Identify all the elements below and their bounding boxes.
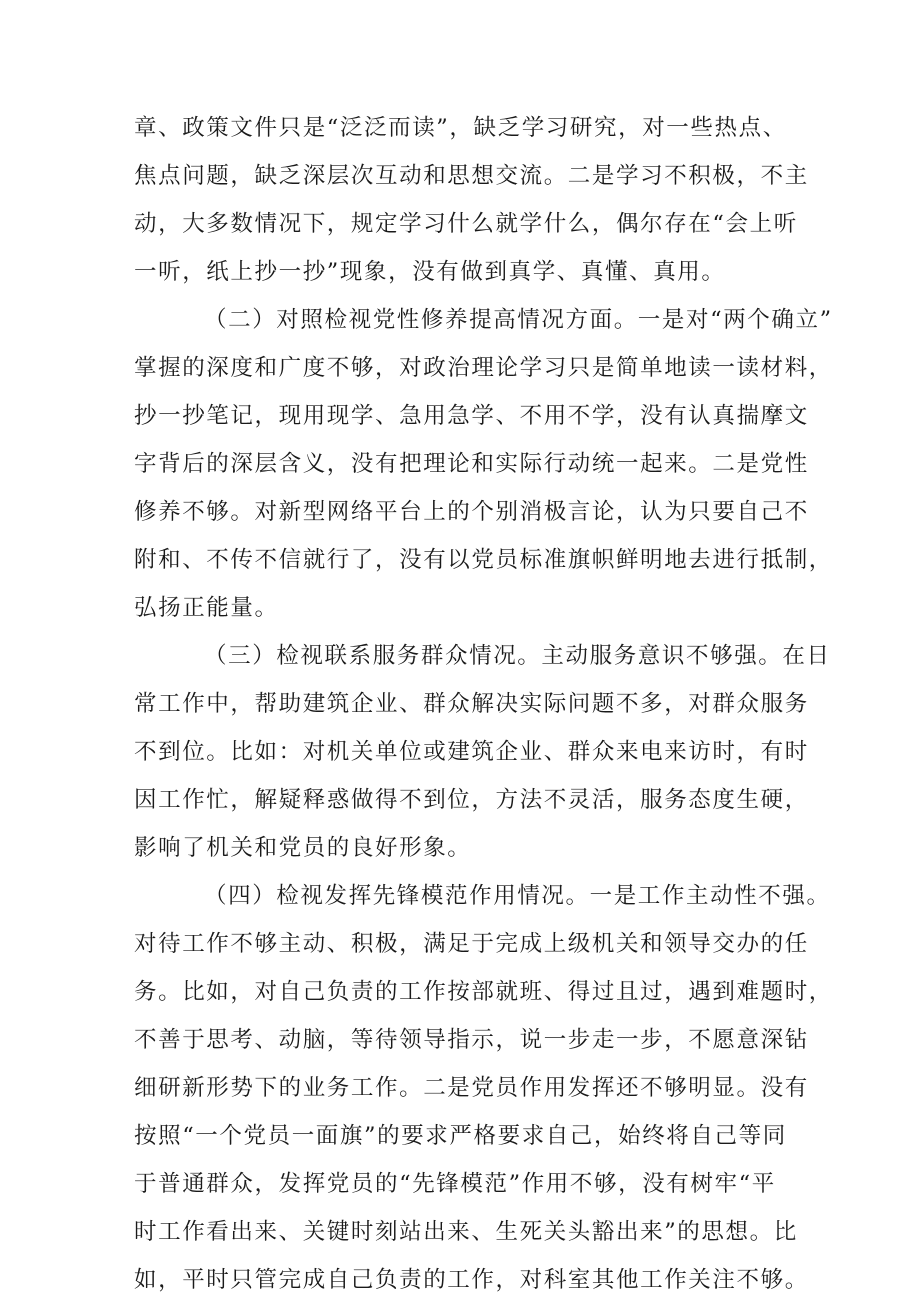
text-line: 时工作看出来、关键时刻站出来、生死关头豁出来”的思想。比 bbox=[134, 1219, 798, 1245]
text-line: 因工作忙，解疑释惑做得不到位，方法不灵活，服务态度生硬， bbox=[134, 787, 809, 813]
text-line: 如，平时只管完成自己负责的工作，对科室其他工作关注不够。 bbox=[134, 1267, 809, 1293]
text-line: 抄一抄笔记，现用现学、急用急学、不用不学，没有认真揣摩文 bbox=[134, 403, 809, 429]
section-heading-line: （二）对照检视党性修养提高情况方面。一是对“两个确立” bbox=[204, 307, 833, 333]
text-line: 一听，纸上抄一抄”现象，没有做到真学、真懂、真用。 bbox=[134, 259, 726, 285]
text-line: 修养不够。对新型网络平台上的个别消极言论，认为只要自己不 bbox=[134, 499, 809, 525]
text-line: 于普通群众，发挥党员的“先锋模范”作用不够，没有树牢“平 bbox=[134, 1171, 776, 1197]
section-heading-line: （四）检视发挥先锋模范作用情况。一是工作主动性不强。 bbox=[204, 883, 831, 909]
text-line: 动，大多数情况下，规定学习什么就学什么，偶尔存在“会上听 bbox=[134, 211, 798, 237]
text-line: 常工作中，帮助建筑企业、群众解决实际问题不多，对群众服务 bbox=[134, 691, 809, 717]
text-line: 字背后的深层含义，没有把理论和实际行动统一起来。二是党性 bbox=[134, 451, 809, 477]
text-line: 掌握的深度和广度不够，对政治理论学习只是简单地读一读材料， bbox=[134, 355, 833, 381]
text-line: 按照“一个党员一面旗”的要求严格要求自己，始终将自己等同 bbox=[134, 1123, 787, 1149]
text-line: 务。比如，对自己负责的工作按部就班、得过且过，遇到难题时， bbox=[134, 979, 833, 1005]
text-line: 影响了机关和党员的良好形象。 bbox=[134, 835, 472, 861]
text-line: 细研新形势下的业务工作。二是党员作用发挥还不够明显。没有 bbox=[134, 1075, 809, 1101]
section-heading-line: （三）检视联系服务群众情况。主动服务意识不够强。在日 bbox=[204, 643, 831, 669]
text-line: 弘扬正能量。 bbox=[134, 595, 279, 621]
text-line: 附和、不传不信就行了，没有以党员标准旗帜鲜明地去进行抵制， bbox=[134, 547, 833, 573]
text-line: 不到位。比如：对机关单位或建筑企业、群众来电来访时，有时 bbox=[134, 739, 809, 765]
document-body bbox=[134, 104, 833, 1304]
text-line: 不善于思考、动脑，等待领导指示，说一步走一步，不愿意深钻 bbox=[134, 1027, 809, 1053]
text-line: 章、政策文件只是“泛泛而读”，缺乏学习研究，对一些热点、 bbox=[134, 115, 787, 141]
text-line: 焦点问题，缺乏深层次互动和思想交流。二是学习不积极，不主 bbox=[134, 163, 809, 189]
text-line: 对待工作不够主动、积极，满足于完成上级机关和领导交办的任 bbox=[134, 931, 809, 957]
